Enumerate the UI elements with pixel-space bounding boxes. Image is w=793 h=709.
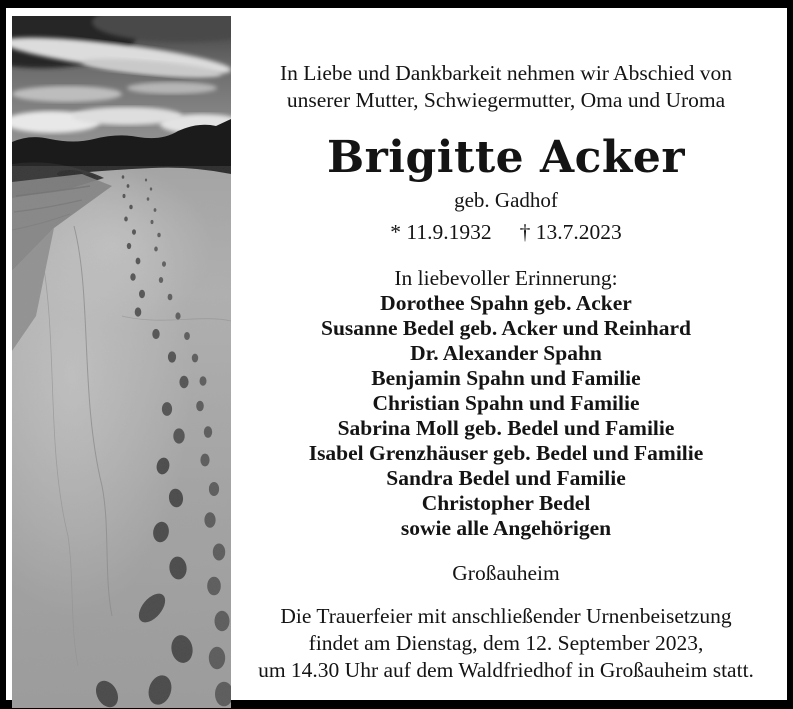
life-dates: [231, 220, 781, 244]
mourners-list: [231, 291, 781, 541]
funeral-line-2: findet am Dienstag, dem 12. September 2023,: [308, 631, 704, 655]
birth-date: * 11.9.1932: [390, 220, 492, 244]
location-name: Großauheim: [452, 561, 560, 585]
mourner-line: Christopher Bedel: [421, 491, 591, 515]
footprints-beach-photo-image: [12, 16, 231, 708]
mourner-line: Susanne Bedel geb. Acker und Reinhard: [321, 316, 691, 340]
funeral-line-1: Die Trauerfeier mit anschließender Urnenbeisetzung: [280, 604, 732, 628]
memorial-heading: In liebevoller Erinnerung:: [394, 266, 618, 290]
mourner-line: Isabel Grenzhäuser geb. Bedel und Familie: [308, 441, 704, 465]
mourner-line: Benjamin Spahn und Familie: [371, 366, 641, 390]
mourner-line: Sandra Bedel und Familie: [386, 466, 626, 490]
mourner-line: Christian Spahn und Familie: [372, 391, 640, 415]
intro-line-2: unserer Mutter, Schwiegermutter, Oma und Uroma: [286, 88, 726, 112]
funeral-info: [231, 603, 781, 684]
intro-text: [231, 60, 781, 114]
notice-content: [231, 16, 781, 691]
mourner-line: Dr. Alexander Spahn: [410, 341, 602, 365]
birth-name: geb. Gadhof: [454, 188, 558, 212]
mourner-line: sowie alle Angehörigen: [400, 516, 612, 540]
mourner-line: Sabrina Moll geb. Bedel und Familie: [337, 416, 675, 440]
death-date: † 13.7.2023: [519, 220, 622, 244]
memorial-photo: [12, 16, 231, 708]
mourner-line: Dorothee Spahn geb. Acker: [380, 291, 632, 315]
deceased-name: Brigitte Acker: [326, 132, 686, 183]
intro-line-1: In Liebe und Dankbarkeit nehmen wir Abschied von: [280, 61, 732, 85]
funeral-line-3: um 14.30 Uhr auf dem Waldfriedhof in Großauheim statt.: [258, 658, 754, 682]
